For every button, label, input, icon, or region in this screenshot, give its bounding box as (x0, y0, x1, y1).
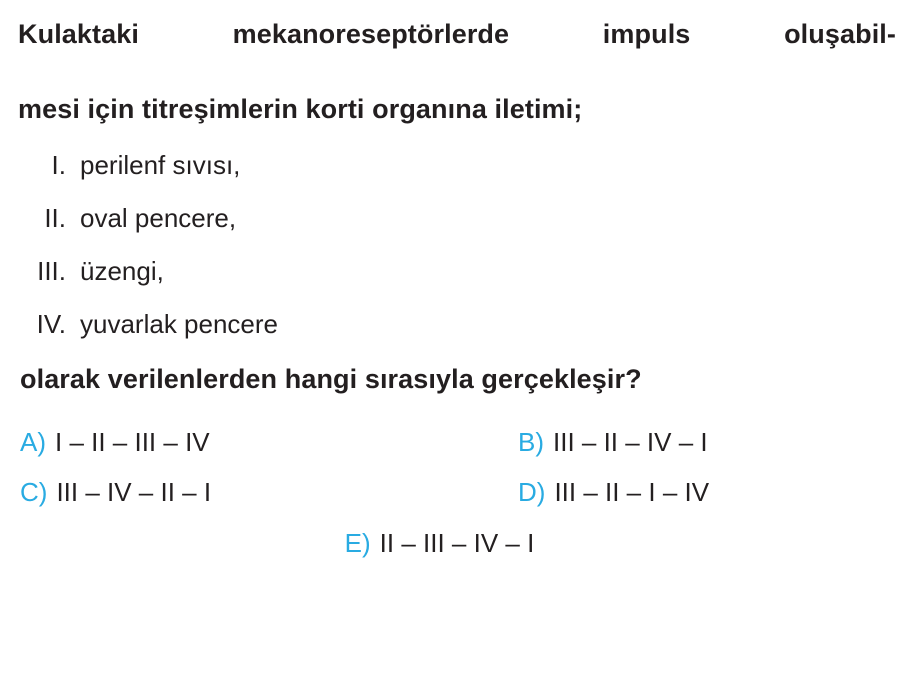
list-item (18, 149, 901, 180)
option-row-2 (18, 478, 901, 507)
question-prompt: olarak verilenlerden hangi sırasıyla gerçekleşir? (20, 363, 642, 394)
option-a[interactable] (18, 428, 518, 457)
list-item (18, 308, 901, 339)
roman-numeral-list (18, 149, 901, 339)
option-row-1 (18, 428, 901, 457)
option-e[interactable] (345, 529, 535, 558)
list-item-label: üzengi, (80, 255, 164, 286)
option-d-text: III – II – I – IV (554, 477, 710, 508)
list-item (18, 255, 901, 286)
option-row-3 (18, 529, 901, 558)
question-stem-line-1: Kulaktaki mekanoreseptörlerde impuls oluşabil- (18, 19, 896, 49)
option-b-letter: B) (518, 426, 544, 457)
list-item-numeral: IV. (36, 308, 66, 339)
question-stem-line-2: mesi için titreşimlerin korti organına iletimi; (18, 93, 583, 124)
option-e-letter: E) (344, 527, 371, 558)
list-item-numeral: II. (44, 202, 66, 233)
option-b-text: III – II – IV – I (553, 426, 708, 457)
option-b[interactable] (518, 428, 898, 457)
option-c-letter: C) (20, 477, 48, 508)
list-item-label: perilenf sıvısı, (80, 149, 241, 180)
answer-options (18, 428, 901, 558)
list-item-label: yuvarlak pencere (80, 308, 278, 339)
question-stem (18, 16, 896, 128)
list-item-numeral: I. (51, 149, 66, 180)
list-item-numeral: III. (37, 255, 66, 286)
list-item-label: oval pencere, (80, 202, 237, 233)
option-c-text: III – IV – II – I (56, 477, 212, 508)
option-a-text: I – II – III – IV (55, 426, 210, 457)
list-item (18, 202, 901, 233)
option-c[interactable] (18, 478, 518, 507)
option-d-letter: D) (518, 477, 546, 508)
option-e-text: II – III – IV – I (379, 527, 535, 558)
option-d[interactable] (518, 478, 898, 507)
option-a-letter: A) (20, 426, 46, 457)
